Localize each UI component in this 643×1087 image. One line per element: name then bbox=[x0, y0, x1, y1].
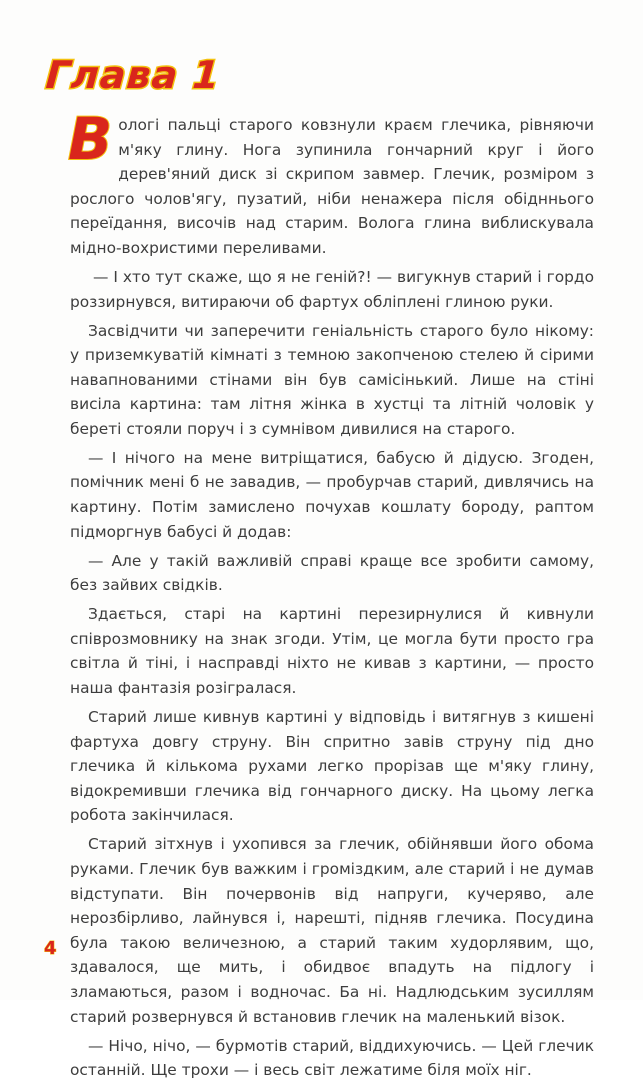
paragraph-2-text: — І хто тут скаже, що я не геній?! — вигукнув старий і гордо роззирнувся, витираючи об фартух обліплені глиною руки. bbox=[70, 267, 594, 311]
paragraph-2 bbox=[70, 265, 594, 314]
paragraph-1-text: ологі пальці старого ковзнули краєм глечика, рівняючи м'яку глину. Нога зупинила гончарний круг і його дерев'яний диск зі скрипом завмер. Глечик, розміром з рослого чолов'ягу, пузатий, ніби ненажера після обідннього переїдання, височів над старим. Волога глина виблискувала мідно-вохристими переливами. bbox=[70, 116, 594, 257]
paragraph-1 bbox=[68, 105, 594, 261]
paragraph-8-text: Старий зітхнув і ухопився за глечик, обійнявши його обома руками. Глечик був важким і громіздким, але старий і не думав відступати. Він почервонів від напруги, кучеряво, але нерозбірливо, лайнувся і, нарешті, підняв глечика. Посудина була такою величезною, а старий таким худорлявим, що, здавалося, ще мить, і обидвоє впадуть на підлогу і зламаються, разом і водночас. Ба ні. Надлюдським зусиллям старий розвернувся й встановив глечик на маленький візок. bbox=[70, 835, 594, 1026]
paragraph-6 bbox=[70, 602, 594, 700]
paragraph-5-text: — Але у такій важливій справі краще все зробити самому, без зайвих свідків. bbox=[70, 551, 594, 595]
paragraph-7-text: Старий лише кивнув картині у відповідь і витягнув з кишені фартуха довгу струну. Він спритно завів струну під дно глечика й кількома рухами легко прорізав ще м'яку глину, відокремивши глечика від гончарного диску. На цьому легка робота закінчилася. bbox=[70, 708, 594, 825]
chapter-text bbox=[68, 105, 594, 1087]
drop-cap-letter: В bbox=[68, 105, 113, 173]
page-number: 4 bbox=[44, 938, 57, 959]
paragraph-5 bbox=[70, 549, 594, 598]
chapter-title: Глава 1 bbox=[44, 53, 222, 97]
paragraph-4 bbox=[70, 446, 594, 544]
paragraph-9 bbox=[70, 1034, 594, 1083]
paragraph-3 bbox=[70, 319, 594, 442]
paragraph-6-text: Здається, старі на картині перезирнулися й кивнули співрозмовнику на знак згоди. Утім, це могла бути просто гра світла й тіні, і насправді ніхто не кивав з картини, — просто наша фантазія розігралася. bbox=[70, 605, 594, 698]
paragraph-7 bbox=[70, 705, 594, 828]
paragraph-4-text: — І нічого на мене витріщатися, бабусю й дідусю. Згоден, помічник мені б не завадив, — пробурчав старий, дивлячись на картину. Потім замислено почухав кошлату бороду, раптом підморгнув бабусі й додав: bbox=[70, 448, 594, 541]
paragraph-9-text: — Нічо, нічо, — бурмотів старий, віддихуючись. — Цей глечик останній. Ще трохи — і весь світ лежатиме біля моїх ніг. bbox=[70, 1036, 594, 1080]
paragraph-3-text: Засвідчити чи заперечити геніальність старого було нікому: у приземкуватій кімнаті з темною закопченою стелею й сірими навапнованими стінами він був самісінький. Лише на стіні висіла картина: там літня жінка в хустці та літній чоловік у береті стояли поруч і з сумнівом дивилися на старого. bbox=[70, 321, 594, 438]
